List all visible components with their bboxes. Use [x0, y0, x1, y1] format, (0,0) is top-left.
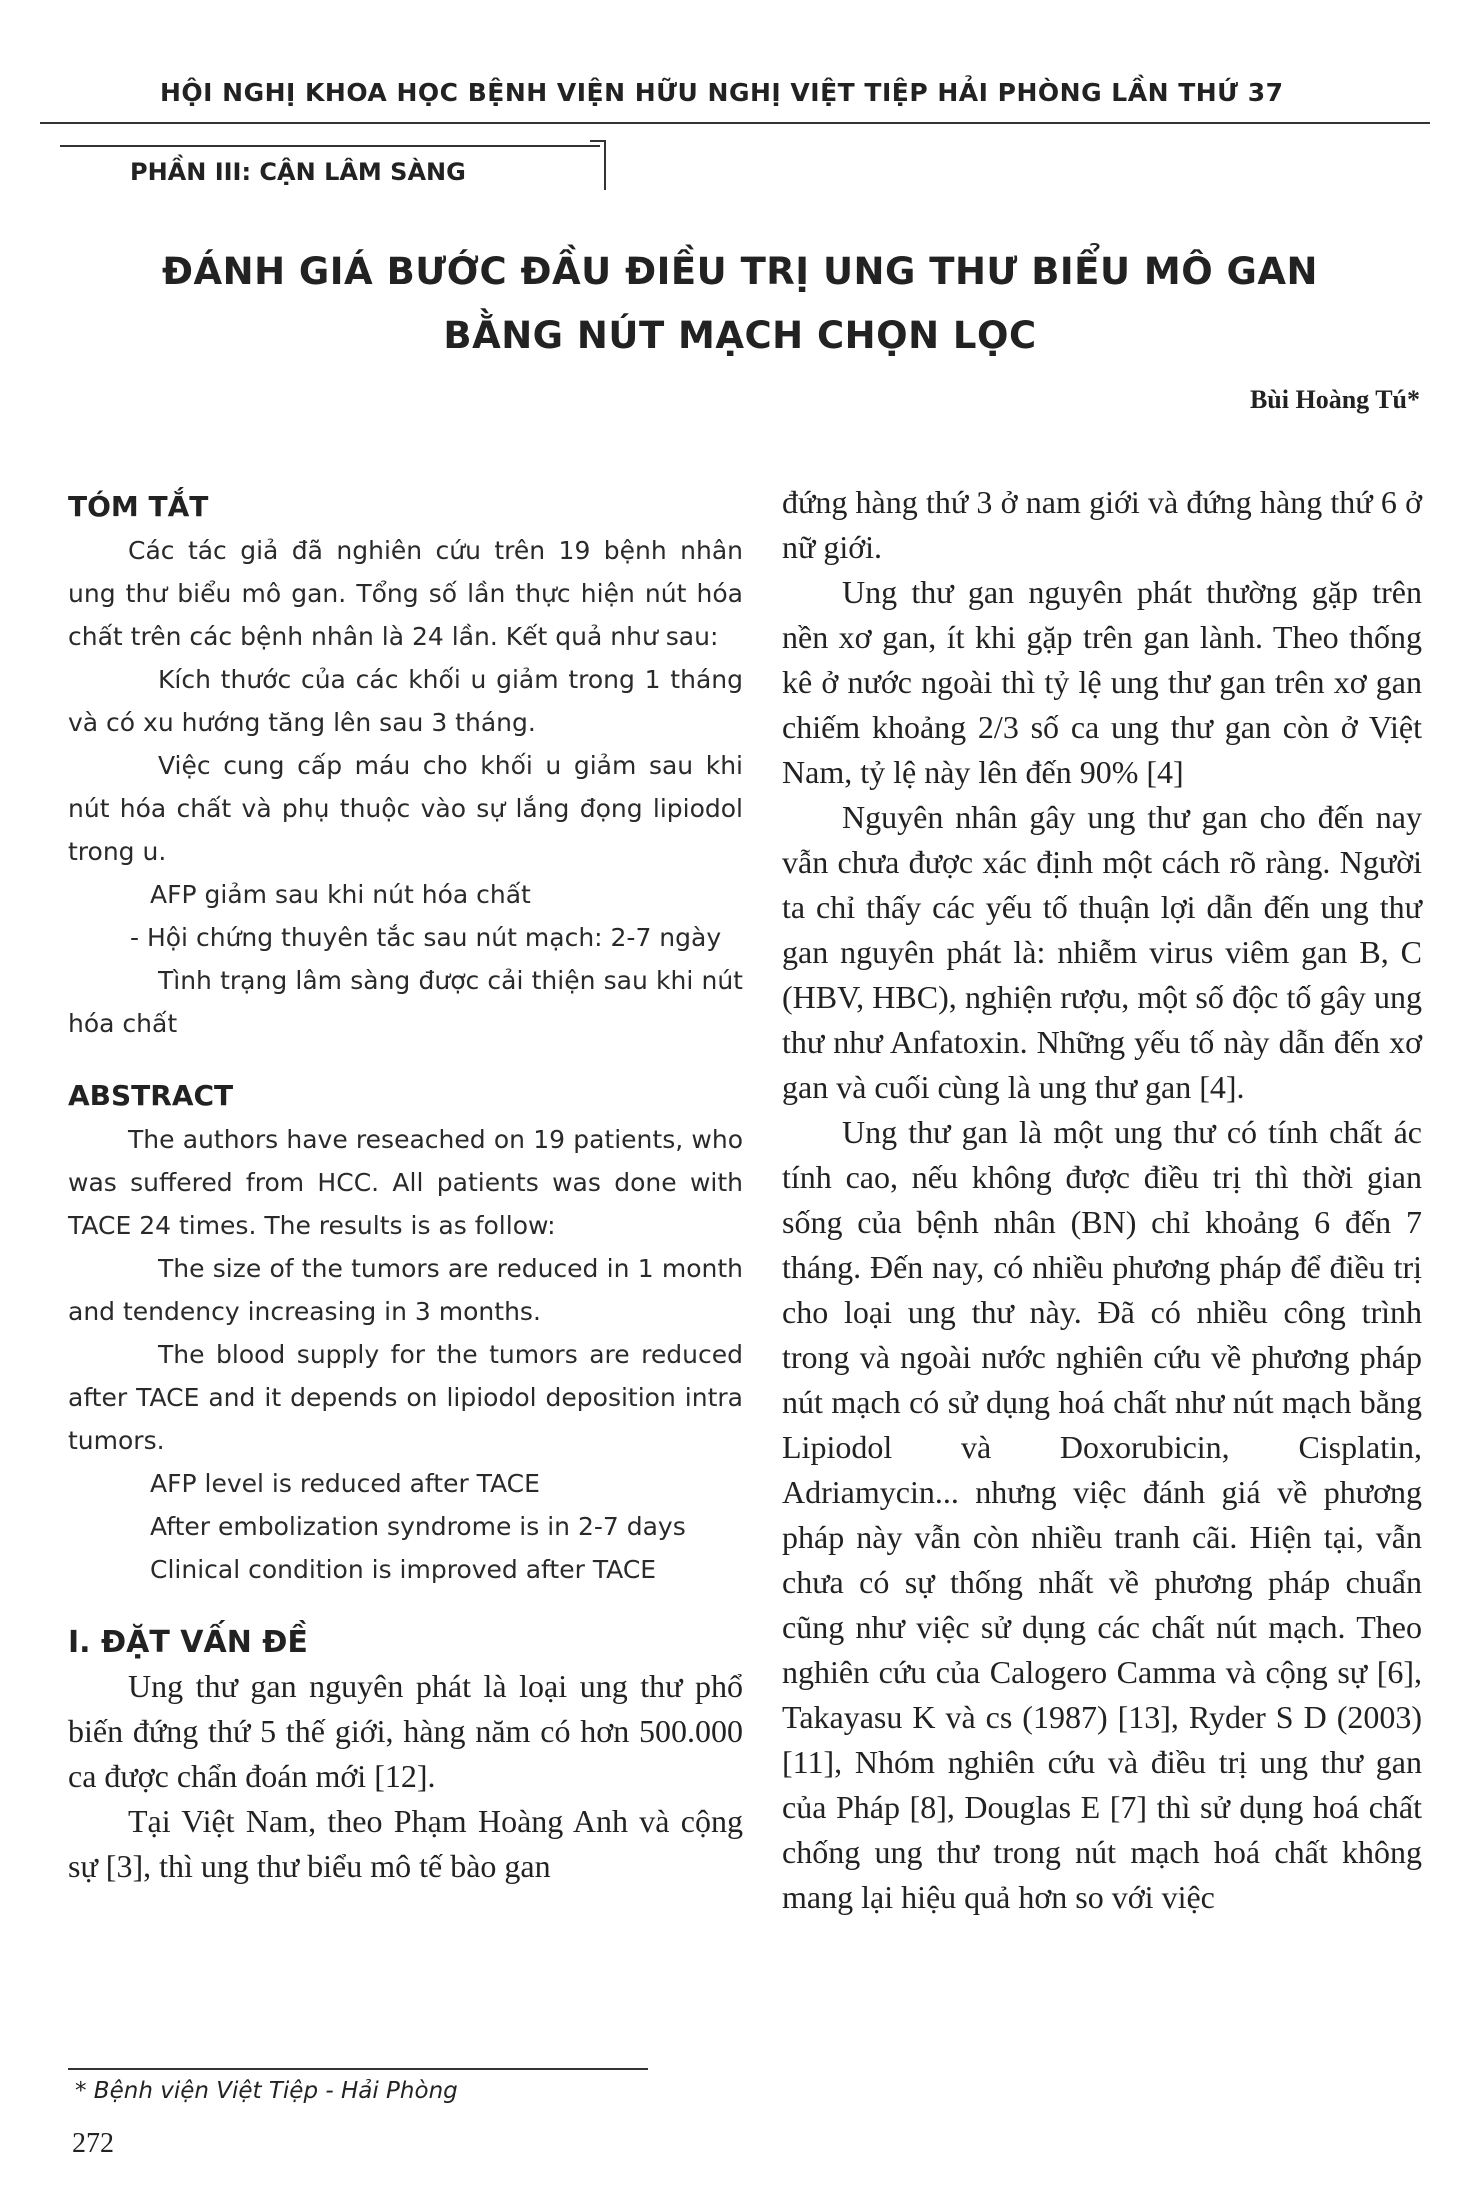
body-paragraph: Nguyên nhân gây ung thư gan cho đến nay vẫn chưa được xác định một cách rõ ràng. Người ta chỉ thấy các yếu tố thuận lợi dẫn đến ung thư gan nguyên phát là: nhiễm virus viêm gan B, C (HBV, HBC), nghiện rượu, một số độc tố gây ung thư như Anfatoxin. Những yếu tố này dẫn đến xơ gan và cuối cùng là ung thư gan [4].	[782, 799, 1422, 1105]
page-number: 272	[72, 2128, 114, 2159]
abstract-item: Clinical condition is improved after TACE	[150, 1555, 657, 1584]
body-paragraph: Tại Việt Nam, theo Phạm Hoàng Anh và cộng sự [3], thì ung thư biểu mô tế bào gan	[68, 1803, 743, 1884]
body-paragraph: đứng hàng thứ 3 ở nam giới và đứng hàng thứ 6 ở nữ giới.	[782, 484, 1422, 565]
abstract-paragraph: The size of the tumors are reduced in 1 month and tendency increasing in 3 months.	[68, 1254, 743, 1326]
abstract-item: After embolization syndrome is in 2-7 days	[150, 1512, 686, 1541]
abstract-heading: ABSTRACT	[68, 1079, 234, 1112]
section-heading: I. ĐẶT VẤN ĐỀ	[68, 1625, 308, 1660]
summary-paragraph: Các tác giả đã nghiên cứu trên 19 bệnh nhân ung thư biểu mô gan. Tổng số lần thực hiện nút hóa chất trên các bệnh nhân là 24 lần. Kết quả như sau:	[68, 536, 743, 651]
abstract-item: AFP level is reduced after TACE	[150, 1469, 540, 1498]
footnote-rule	[68, 2068, 648, 2070]
section-rule	[60, 145, 600, 147]
body-paragraph: Ung thư gan là một ung thư có tính chất ác tính cao, nếu không được điều trị thì thời gian sống của bệnh nhân (BN) chỉ khoảng 6 đến 7 tháng. Đến nay, có nhiều phương pháp để điều trị cho loại ung thư này. Đã có nhiều công trình trong và ngoài nước nghiên cứu về phương pháp nút mạch có sử dụng hoá chất như nút mạch bằng Lipiodol và Doxorubicin, Cisplatin, Adriamycin... nhưng việc đánh giá về phương pháp này vẫn còn nhiều tranh cãi. Hiện tại, vẫn chưa có sự thống nhất về phương pháp chuẩn cũng như việc sử dụng các chất nút mạch. Theo nghiên cứu của Calogero Camma và cộng sự [6], Takayasu K và cs (1987) [13], Ryder S D (2003) [11], Nhóm nghiên cứu và điều trị ung thư gan của Pháp [8], Douglas E [7] thì sử dụng hoá chất chống ung thư trong nút mạch hoá chất không mang lại hiệu quả hơn so với việc	[782, 1114, 1422, 1915]
header-rule	[40, 122, 1430, 124]
article-title	[120, 240, 1360, 368]
conference-header: HỘI NGHỊ KHOA HỌC BỆNH VIỆN HỮU NGHỊ VIỆT TIỆP HẢI PHÒNG LẦN THỨ 37	[160, 78, 1284, 107]
abstract-paragraph: The authors have reseached on 19 patients, who was suffered from HCC. All patients was done with TACE 24 times. The results is as follow:	[68, 1125, 743, 1240]
body-paragraph: Ung thư gan nguyên phát thường gặp trên nền xơ gan, ít khi gặp trên gan lành. Theo thống kê ở nước ngoài thì tỷ lệ ung thư gan trên xơ gan chiếm khoảng 2/3 số ca ung thư gan còn ở Việt Nam, tỷ lệ này lên đến 90% [4]	[782, 574, 1422, 790]
left-column	[68, 480, 743, 1889]
summary-paragraph: Việc cung cấp máu cho khối u giảm sau khi nút hóa chất và phụ thuộc vào sự lắng đọng lipiodol trong u.	[68, 751, 743, 866]
abstract-paragraph: The blood supply for the tumors are reduced after TACE and it depends on lipiodol deposition intra tumors.	[68, 1340, 743, 1455]
title-line-1: ĐÁNH GIÁ BƯỚC ĐẦU ĐIỀU TRỊ UNG THƯ BIỂU MÔ GAN	[161, 250, 1319, 293]
summary-item: - Hội chứng thuyên tắc sau nút mạch: 2-7 ngày	[130, 923, 722, 952]
section-label: PHẦN III: CẬN LÂM SÀNG	[130, 158, 466, 186]
right-column	[782, 480, 1422, 1920]
section-bracket	[590, 140, 606, 190]
body-paragraph: Ung thư gan nguyên phát là loại ung thư phổ biến đứng thứ 5 thế giới, hàng năm có hơn 500.000 ca được chẩn đoán mới [12].	[68, 1668, 743, 1794]
footnote: * Bệnh viện Việt Tiệp - Hải Phòng	[75, 2078, 458, 2104]
summary-item: AFP giảm sau khi nút hóa chất	[150, 880, 531, 909]
author-name: Bùi Hoàng Tú*	[1249, 385, 1420, 414]
summary-paragraph: Kích thước của các khối u giảm trong 1 tháng và có xu hướng tăng lên sau 3 tháng.	[68, 665, 743, 737]
title-line-2: BẰNG NÚT MẠCH CHỌN LỌC	[443, 314, 1037, 357]
summary-paragraph: Tình trạng lâm sàng được cải thiện sau khi nút hóa chất	[68, 966, 743, 1038]
summary-heading: TÓM TẮT	[68, 490, 209, 523]
